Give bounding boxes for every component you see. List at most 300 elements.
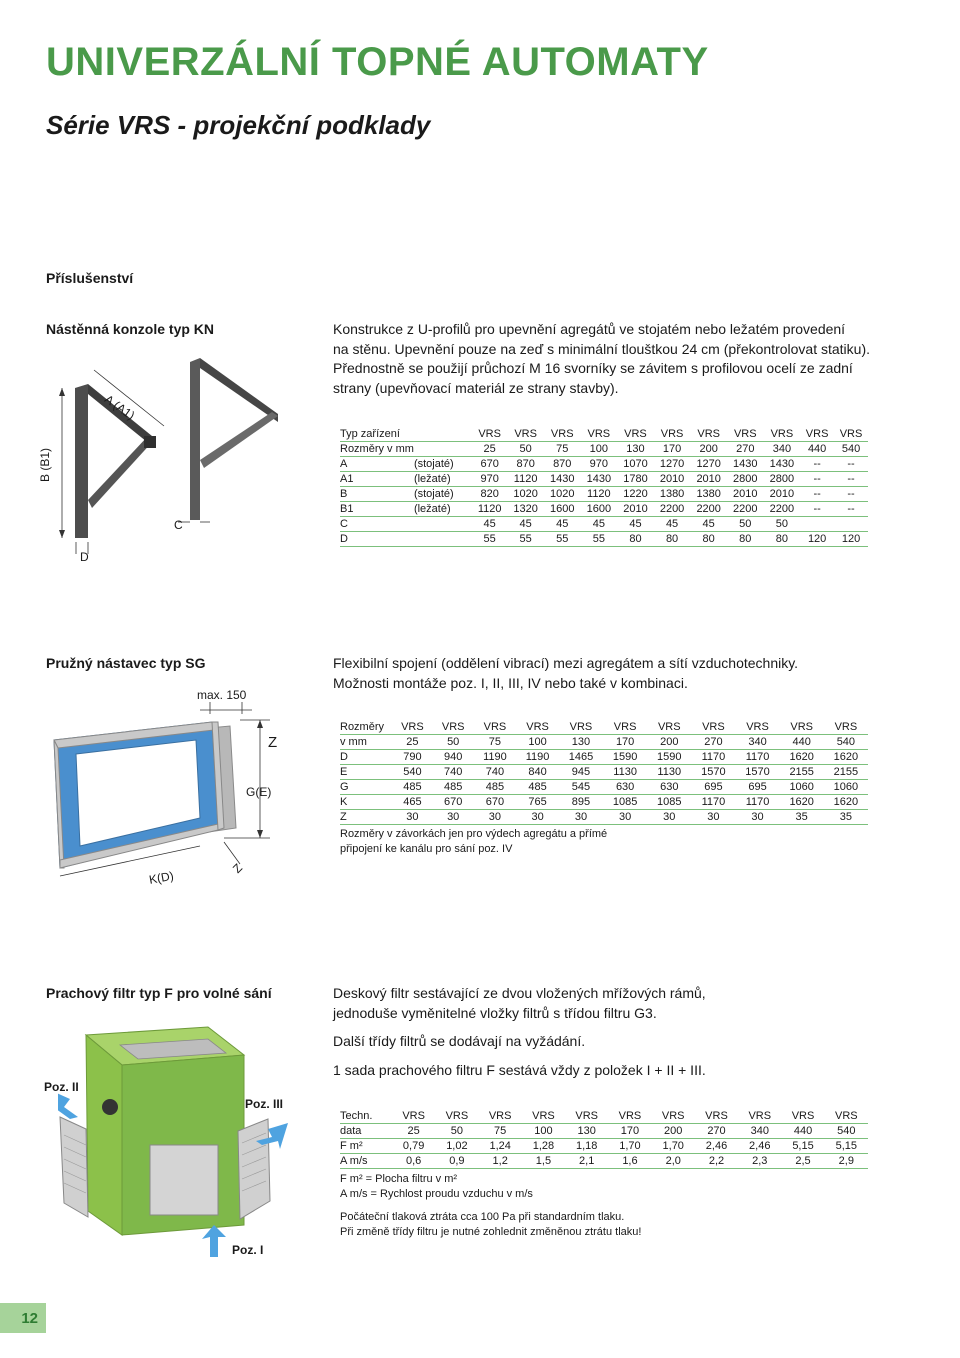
table-cell: 30 <box>392 810 433 825</box>
table-cell: Rozměry <box>340 720 392 735</box>
table-cell: 1020 <box>544 487 581 502</box>
filter-panel-left <box>60 1117 88 1217</box>
table-cell: 2,2 <box>695 1154 738 1169</box>
table-cell: 0,9 <box>435 1154 478 1169</box>
table-cell: 1120 <box>507 472 544 487</box>
table-cell: VRS <box>565 1109 608 1124</box>
table-cell: 1430 <box>544 472 581 487</box>
table-cell: 1085 <box>647 795 691 810</box>
kn-label-c: C <box>174 518 183 532</box>
table-cell: 2200 <box>654 502 691 517</box>
kn-description <box>333 320 933 398</box>
bracket-vertical-arm <box>75 384 88 538</box>
table-cell: 1620 <box>824 750 868 765</box>
table-cell: 1600 <box>544 502 581 517</box>
table-cell: 2010 <box>654 472 691 487</box>
table-cell: D <box>340 750 392 765</box>
table-cell: 1020 <box>507 487 544 502</box>
table-row <box>340 810 868 825</box>
table-cell: Rozměry v mm <box>340 443 414 455</box>
table-cell: 2,5 <box>781 1154 824 1169</box>
table-cell: VRS <box>735 720 779 735</box>
table-cell: VRS <box>834 427 868 442</box>
sg-desc-line: Flexibilní spojení (oddělení vibrací) mezi agregátem a sítí vzduchotechniky. <box>333 655 799 671</box>
table-cell: 790 <box>392 750 433 765</box>
table-cell: 440 <box>781 1124 824 1139</box>
table-cell: 1320 <box>507 502 544 517</box>
table-row <box>340 750 868 765</box>
table-cell: VRS <box>800 427 834 442</box>
table-cell: Techn. <box>340 1109 392 1124</box>
table-cell: 440 <box>800 442 834 457</box>
wall-bracket-drawing <box>40 350 310 570</box>
table-cell: -- <box>800 502 834 517</box>
table-cell: 940 <box>433 750 474 765</box>
table-cell: 440 <box>780 735 824 750</box>
table-cell: VRS <box>559 720 603 735</box>
f-title: Prachový filtr typ F pro volné sání <box>46 985 272 1001</box>
table-cell: 1220 <box>617 487 654 502</box>
table-cell: 1430 <box>727 457 764 472</box>
table-cell: K <box>340 795 392 810</box>
table-cell: 1,18 <box>565 1139 608 1154</box>
table-cell: 1620 <box>780 795 824 810</box>
f-desc-set: 1 sada prachového filtru F sestává vždy z položek I + II + III. <box>333 1062 706 1078</box>
table-cell: 130 <box>559 735 603 750</box>
table-cell: 80 <box>654 532 691 547</box>
airflow-arrow-poz1 <box>202 1225 226 1257</box>
table-cell: VRS <box>825 1109 868 1124</box>
f-description <box>333 984 933 1023</box>
table-cell: 2,0 <box>652 1154 695 1169</box>
table-cell: 1430 <box>581 472 618 487</box>
f-label-poz1: Poz. I <box>232 1243 264 1257</box>
table-cell: 50 <box>433 735 474 750</box>
table-row <box>340 517 868 532</box>
table-cell: 30 <box>433 810 474 825</box>
f-desc-line: jednoduše vyměnitelné vložky filtrů s třídou filtru G3. <box>333 1004 657 1021</box>
table-cell: 30 <box>647 810 691 825</box>
table-cell: 1590 <box>647 750 691 765</box>
table-cell: 340 <box>764 442 801 457</box>
table-cell: 80 <box>617 532 654 547</box>
table-cell: 1380 <box>654 487 691 502</box>
table-cell: VRS <box>392 1109 435 1124</box>
table-row <box>340 1124 868 1139</box>
table-cell: 100 <box>516 735 559 750</box>
kn-desc-line: Konstrukce z U-profilů pro upevnění agregátů ve stojatém nebo ležatém provedení <box>333 321 846 337</box>
table-cell: 30 <box>474 810 517 825</box>
table-cell: VRS <box>695 1109 738 1124</box>
f-label-poz2: Poz. II <box>44 1080 79 1094</box>
table-cell: 870 <box>507 457 544 472</box>
sg-description <box>333 654 933 693</box>
table-cell: VRS <box>824 720 868 735</box>
table-cell: VRS <box>727 427 764 442</box>
table-cell: 1070 <box>617 457 654 472</box>
table-cell: 695 <box>691 780 735 795</box>
table-cell: -- <box>834 472 868 487</box>
table-row <box>340 1154 868 1169</box>
table-cell: VRS <box>507 427 544 442</box>
table-cell: 270 <box>691 735 735 750</box>
table-cell: 895 <box>559 795 603 810</box>
table-cell: VRS <box>474 720 517 735</box>
table-cell: 30 <box>559 810 603 825</box>
page-subtitle: Série VRS - projekční podklady <box>46 110 431 140</box>
kn-label-d: D <box>80 550 89 564</box>
table-cell: 2200 <box>690 502 727 517</box>
table-cell: 120 <box>800 532 834 547</box>
kn-desc-line: strany (upevňovací materiál ze strany stavby). <box>333 379 619 396</box>
table-cell <box>834 517 868 532</box>
table-cell: 465 <box>392 795 433 810</box>
sg-label-ge: G(E) <box>246 785 272 799</box>
table-cell <box>414 427 472 442</box>
table-cell: 340 <box>735 735 779 750</box>
kn-desc-line: Přednostně se použijí průchozí M 16 svorníky se závitem s profilovou ocelí ze zadní <box>333 360 853 376</box>
section-title: Příslušenství <box>46 270 134 286</box>
page-title: UNIVERZÁLNÍ TOPNÉ AUTOMATY <box>46 40 709 84</box>
table-cell: VRS <box>581 427 618 442</box>
table-cell: 200 <box>647 735 691 750</box>
kn-dimensions-table <box>340 427 868 547</box>
table-cell: 2,9 <box>825 1154 868 1169</box>
table-cell: 75 <box>479 1124 522 1139</box>
table-cell: VRS <box>647 720 691 735</box>
table-cell: 670 <box>474 795 517 810</box>
table-cell: 1060 <box>824 780 868 795</box>
table-cell: 945 <box>559 765 603 780</box>
sg-note-line: připojení ke kanálu pro sání poz. IV <box>340 843 513 855</box>
table-cell: 0,6 <box>392 1154 435 1169</box>
table-cell: 55 <box>544 532 581 547</box>
table-cell: data <box>340 1124 392 1139</box>
table-cell: 45 <box>654 517 691 532</box>
table-cell: 30 <box>516 810 559 825</box>
filter-panel-right <box>238 1119 270 1219</box>
table-row <box>340 780 868 795</box>
table-cell: 1600 <box>581 502 618 517</box>
table-cell: VRS <box>392 720 433 735</box>
table-row <box>340 457 868 472</box>
table-cell: 1,6 <box>608 1154 651 1169</box>
table-cell: 75 <box>474 735 517 750</box>
f-technical-table <box>340 1109 868 1169</box>
table-cell: 2800 <box>727 472 764 487</box>
table-cell: 2010 <box>617 502 654 517</box>
table-cell: 1270 <box>654 457 691 472</box>
table-cell: 25 <box>392 735 433 750</box>
table-cell: VRS <box>435 1109 478 1124</box>
table-cell: D <box>340 532 414 547</box>
table-cell: 5,15 <box>781 1139 824 1154</box>
table-cell: VRS <box>522 1109 565 1124</box>
table-cell: 50 <box>764 517 801 532</box>
table-cell: 45 <box>472 517 507 532</box>
dust-filter-drawing <box>58 1025 298 1260</box>
table-cell: 45 <box>507 517 544 532</box>
table-cell: -- <box>834 502 868 517</box>
table-cell: 1570 <box>691 765 735 780</box>
table-cell: 485 <box>392 780 433 795</box>
table-cell: 130 <box>617 442 654 457</box>
table-cell: B <box>340 487 414 502</box>
table-cell: (ležaté) <box>414 502 472 517</box>
sg-label-z: Z <box>268 734 278 751</box>
table-cell: 45 <box>544 517 581 532</box>
table-cell: 670 <box>472 457 507 472</box>
table-cell: VRS <box>691 720 735 735</box>
table-row <box>340 735 868 750</box>
table-cell: Z <box>340 810 392 825</box>
sg-note-line: Rozměry v závorkách jen pro výdech agregátu a přímé <box>340 828 608 840</box>
f-note <box>340 1210 641 1240</box>
table-cell: VRS <box>603 720 647 735</box>
table-cell: VRS <box>781 1109 824 1124</box>
table-cell: 2,3 <box>738 1154 781 1169</box>
f-desc-other-classes: Další třídy filtrů se dodávají na vyžádání. <box>333 1033 586 1049</box>
table-cell: 30 <box>603 810 647 825</box>
table-cell: 485 <box>474 780 517 795</box>
airflow-arrow-poz2 <box>58 1091 78 1119</box>
table-cell: 170 <box>654 442 691 457</box>
filter-grille-front <box>150 1145 218 1215</box>
table-cell: 670 <box>433 795 474 810</box>
table-cell: -- <box>834 457 868 472</box>
table-cell: 35 <box>824 810 868 825</box>
table-cell: 55 <box>507 532 544 547</box>
table-cell: 1430 <box>764 457 801 472</box>
table-row <box>340 795 868 810</box>
table-cell: 540 <box>825 1124 868 1139</box>
table-cell: Typ zařízení <box>340 427 414 442</box>
table-cell: 1270 <box>690 457 727 472</box>
table-cell: 540 <box>834 442 868 457</box>
table-cell: 5,15 <box>825 1139 868 1154</box>
table-cell: 50 <box>435 1124 478 1139</box>
table-cell: E <box>340 765 392 780</box>
table-cell: VRS <box>472 427 507 442</box>
table-cell <box>414 442 472 457</box>
table-cell: 820 <box>472 487 507 502</box>
f-note-line: Počáteční tlaková ztráta cca 100 Pa při standardním tlaku. <box>340 1211 625 1223</box>
table-cell: 970 <box>472 472 507 487</box>
table-cell: 1170 <box>735 795 779 810</box>
f-desc-line: Deskový filtr sestávající ze dvou vložených mřížových rámů, <box>333 985 706 1001</box>
table-cell: 1190 <box>474 750 517 765</box>
table-cell: 540 <box>392 765 433 780</box>
table-cell: 485 <box>433 780 474 795</box>
table-cell: 1130 <box>603 765 647 780</box>
table-cell: 340 <box>738 1124 781 1139</box>
table-cell: G <box>340 780 392 795</box>
table-cell: 2010 <box>764 487 801 502</box>
table-cell: -- <box>800 457 834 472</box>
sg-note <box>340 827 607 857</box>
table-cell: 75 <box>544 442 581 457</box>
table-cell: 2,46 <box>695 1139 738 1154</box>
table-cell: B1 <box>340 502 414 517</box>
table-cell: 870 <box>544 457 581 472</box>
table-cell: 2800 <box>764 472 801 487</box>
sg-title: Pružný nástavec typ SG <box>46 655 206 671</box>
table-cell: 630 <box>603 780 647 795</box>
table-cell: 1060 <box>780 780 824 795</box>
table-cell: 2200 <box>764 502 801 517</box>
table-row <box>340 502 868 517</box>
table-cell: 970 <box>581 457 618 472</box>
table-cell: 540 <box>824 735 868 750</box>
table-cell: VRS <box>764 427 801 442</box>
table-cell: VRS <box>780 720 824 735</box>
table-cell: (stojaté) <box>414 457 472 472</box>
table-row <box>340 765 868 780</box>
table-cell: 2010 <box>727 487 764 502</box>
table-cell: 50 <box>507 442 544 457</box>
table-cell: 695 <box>735 780 779 795</box>
table-cell: VRS <box>654 427 691 442</box>
table-cell: 2155 <box>780 765 824 780</box>
table-row <box>340 532 868 547</box>
table-cell: 25 <box>392 1124 435 1139</box>
table-cell: (ležaté) <box>414 472 472 487</box>
table-cell: 270 <box>727 442 764 457</box>
table-row <box>340 1139 868 1154</box>
table-cell: 30 <box>691 810 735 825</box>
table-cell: VRS <box>479 1109 522 1124</box>
table-cell: 1120 <box>472 502 507 517</box>
table-cell: 170 <box>603 735 647 750</box>
table-cell: 270 <box>695 1124 738 1139</box>
table-row <box>340 427 868 442</box>
table-cell: 1,24 <box>479 1139 522 1154</box>
table-cell: VRS <box>516 720 559 735</box>
table-row <box>340 472 868 487</box>
table-cell: 485 <box>516 780 559 795</box>
table-cell: 2,46 <box>738 1139 781 1154</box>
table-cell: VRS <box>433 720 474 735</box>
table-cell <box>414 517 472 532</box>
sg-dimensions-table <box>340 720 868 825</box>
table-cell: 2010 <box>690 472 727 487</box>
bracket-end <box>144 436 156 448</box>
sg-label-kd: K(D) <box>148 868 175 887</box>
table-cell: 50 <box>727 517 764 532</box>
table-cell: 100 <box>522 1124 565 1139</box>
table-cell: 1,02 <box>435 1139 478 1154</box>
table-cell: 1780 <box>617 472 654 487</box>
table-cell: 765 <box>516 795 559 810</box>
table-cell: 0,79 <box>392 1139 435 1154</box>
table-row <box>340 487 868 502</box>
table-cell: 120 <box>834 532 868 547</box>
table-cell: F m² <box>340 1139 392 1154</box>
table-cell: 25 <box>472 442 507 457</box>
table-cell: VRS <box>652 1109 695 1124</box>
sg-label-z2: Z <box>230 860 246 876</box>
table-cell: 100 <box>581 442 618 457</box>
f-note-line: Při změně třídy filtru je nutné zohlednit změněnou ztrátu tlaku! <box>340 1226 642 1238</box>
f-legend-line: A m/s = Rychlost proudu vzduchu v m/s <box>340 1188 533 1200</box>
table-cell: (stojaté) <box>414 487 472 502</box>
table-cell: 545 <box>559 780 603 795</box>
f-label-poz3: Poz. III <box>245 1097 284 1111</box>
table-cell: 1170 <box>735 750 779 765</box>
table-cell: -- <box>800 487 834 502</box>
table-cell: 1380 <box>690 487 727 502</box>
table-cell: 1085 <box>603 795 647 810</box>
table-cell: 200 <box>690 442 727 457</box>
unit-side <box>86 1035 122 1235</box>
table-cell: A m/s <box>340 1154 392 1169</box>
table-cell: 1120 <box>581 487 618 502</box>
table-cell: 1570 <box>735 765 779 780</box>
table-cell: 35 <box>780 810 824 825</box>
page-number: 12 <box>21 1310 38 1327</box>
page-number-tab <box>0 1303 46 1333</box>
table-cell: VRS <box>690 427 727 442</box>
table-cell: 840 <box>516 765 559 780</box>
table-cell: 740 <box>433 765 474 780</box>
table-cell: 80 <box>764 532 801 547</box>
table-cell: 2,1 <box>565 1154 608 1169</box>
table-cell <box>800 517 834 532</box>
sg-label-max: max. 150 <box>197 688 247 702</box>
table-cell: 1,5 <box>522 1154 565 1169</box>
table-cell: 80 <box>727 532 764 547</box>
sg-desc-line: Možnosti montáže poz. I, II, III, IV nebo také v kombinaci. <box>333 674 688 691</box>
table-cell: 1,28 <box>522 1139 565 1154</box>
table-cell: 1620 <box>780 750 824 765</box>
table-cell: 740 <box>474 765 517 780</box>
table-cell: 45 <box>581 517 618 532</box>
table-cell: -- <box>800 472 834 487</box>
table-cell: 1,70 <box>608 1139 651 1154</box>
table-cell: 1190 <box>516 750 559 765</box>
table-cell: 1620 <box>824 795 868 810</box>
bracket-strut <box>200 412 278 468</box>
table-cell: 55 <box>581 532 618 547</box>
kn-label-b: B (B1) <box>38 447 52 482</box>
table-cell: VRS <box>617 427 654 442</box>
table-cell: 30 <box>735 810 779 825</box>
table-cell: 1,70 <box>652 1139 695 1154</box>
table-cell: VRS <box>608 1109 651 1124</box>
table-row <box>340 442 868 457</box>
table-cell: 80 <box>690 532 727 547</box>
table-cell: 1170 <box>691 795 735 810</box>
table-cell: 130 <box>565 1124 608 1139</box>
table-cell: 1130 <box>647 765 691 780</box>
table-cell: -- <box>834 487 868 502</box>
table-cell: 45 <box>690 517 727 532</box>
table-cell: VRS <box>544 427 581 442</box>
table-cell: 1,2 <box>479 1154 522 1169</box>
table-cell: 55 <box>472 532 507 547</box>
kn-desc-line: na stěnu. Upevnění pouze na zeď s minimální tlouštkou 24 cm (překontrolovat statiku). <box>333 340 870 357</box>
table-cell: 1465 <box>559 750 603 765</box>
unit-knob <box>102 1099 118 1115</box>
kn-title: Nástěnná konzole typ KN <box>46 321 215 337</box>
table-row <box>340 720 868 735</box>
table-row <box>340 1109 868 1124</box>
f-legend-line: F m² = Plocha filtru v m² <box>340 1173 458 1185</box>
table-cell: 45 <box>617 517 654 532</box>
table-cell: C <box>340 517 414 532</box>
table-cell: 1590 <box>603 750 647 765</box>
table-cell: 1170 <box>691 750 735 765</box>
